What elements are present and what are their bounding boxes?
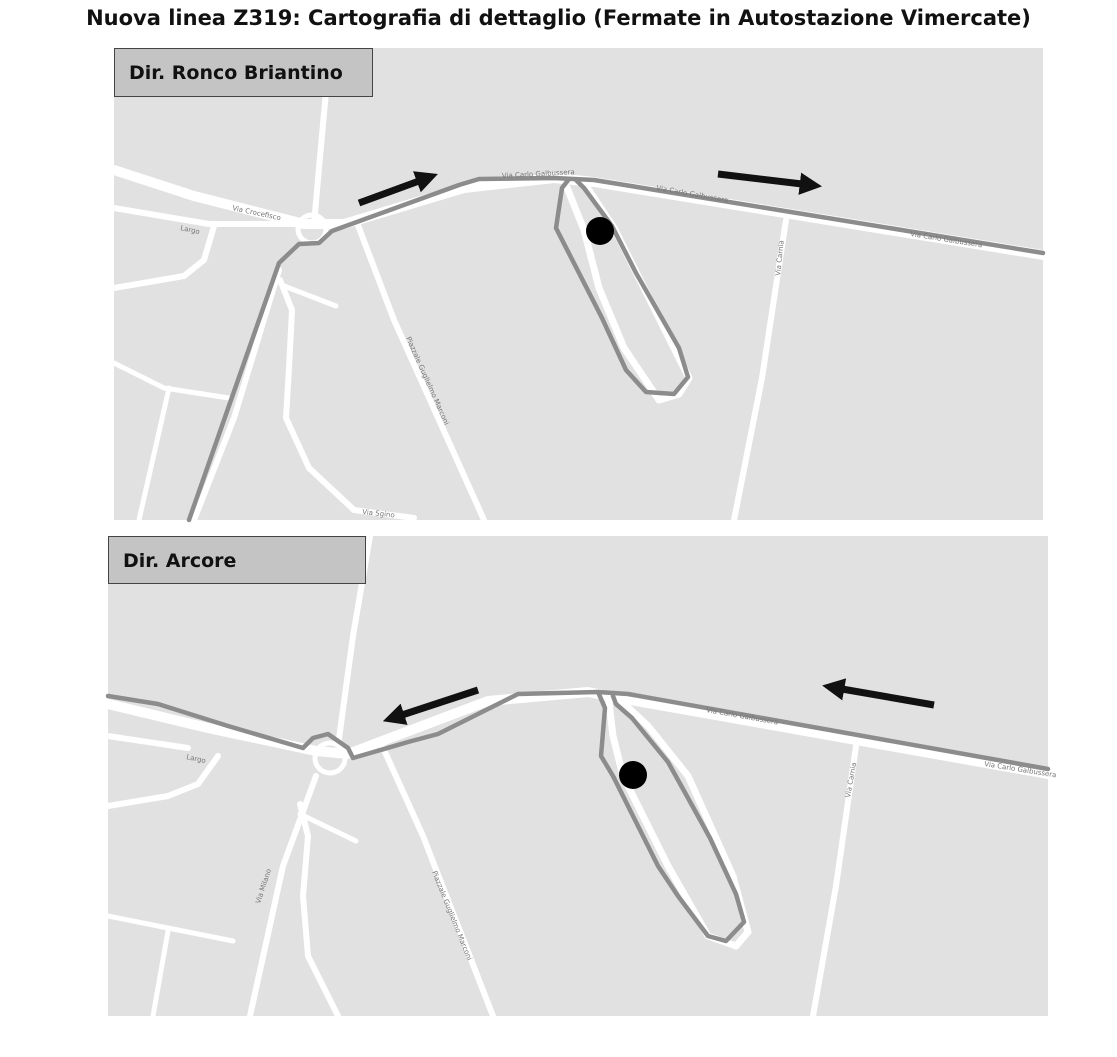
arrow-icon: [842, 689, 934, 705]
street-west-branch: [300, 804, 338, 1016]
streets: [114, 48, 1043, 520]
bus-stop-dot-icon[interactable]: [586, 217, 614, 245]
street-labels: [186, 706, 1057, 961]
street-label-via-carlo-galbussera: Via Carlo Galbussera: [655, 184, 729, 205]
street-left-vertical: [153, 931, 168, 1016]
direction-label: Dir. Ronco Briantino: [114, 48, 373, 97]
map-canvas: [108, 536, 1057, 1016]
page-title: Nuova linea Z319: Cartografia di dettaglio (Fermate in Autostazione Vimercate): [86, 6, 1031, 30]
street-label-via-carlo-galbussera: Via Carlo Galbussera: [909, 230, 983, 250]
street-loop-inner: [608, 694, 748, 946]
route-line: [108, 692, 1048, 941]
street-label-via-sgino: Via Sgino: [361, 508, 396, 520]
streets: [108, 536, 1048, 1016]
street-left-lower: [108, 916, 233, 941]
street-label-via-carnia: Via Carnia: [774, 239, 786, 277]
street-left-vertical: [139, 388, 169, 520]
arrow-icon: [718, 174, 802, 184]
street-label-largo: Largo: [185, 753, 207, 766]
street-label-via-carnia: Via Carnia: [844, 761, 859, 799]
street-label-largo: Largo: [179, 224, 201, 237]
bus-stop-dot-icon[interactable]: [619, 761, 647, 789]
street-left-lower: [114, 363, 229, 398]
street-label-piazzale-marconi: Piazzale Guglielmo Marconi: [404, 335, 451, 427]
street-label-via-carlo-galbussera: Via Carlo Galbussera: [501, 168, 575, 180]
street-largo-hook: [114, 226, 214, 288]
street-label-via-carlo-galbussera: Via Carlo Galbussera: [983, 760, 1057, 780]
direction-label: Dir. Arcore: [108, 536, 366, 584]
map-panel-ronco-briantino: [114, 48, 1043, 520]
street-label-via-milano: Via Milano: [254, 867, 274, 905]
map-panel-arcore: [108, 536, 1057, 1016]
street-left-upper: [108, 736, 188, 748]
street-label-via-carlo-galbussera: Via Carlo Galbussera: [705, 706, 779, 727]
street-label-via-crocefisco: Via Crocefisco: [231, 204, 282, 223]
street-label-piazzale-marconi: Piazzale Guglielmo Marconi: [430, 869, 474, 962]
map-canvas: [114, 48, 1043, 520]
